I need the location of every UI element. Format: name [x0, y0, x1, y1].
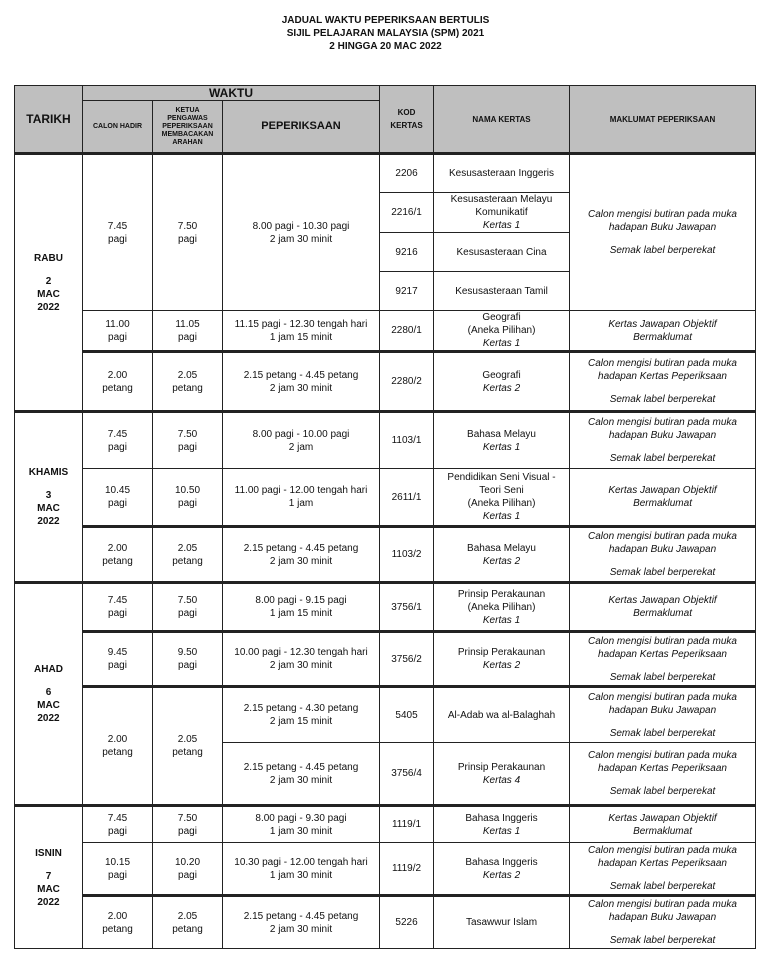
- note-line: Calon mengisi butiran pada muka: [588, 531, 737, 542]
- time-period: petang: [102, 382, 133, 394]
- nama-cell: [434, 843, 570, 896]
- paper-kertas: Kertas 4: [482, 774, 521, 786]
- header-kod-line-2: KERTAS: [390, 121, 423, 130]
- nama-cell: [434, 352, 570, 412]
- note-line: Calon mengisi butiran pada muka: [588, 691, 737, 703]
- note-line: Semak label berperekat: [609, 786, 716, 797]
- note-line: Kertas Jawapan Objektif: [608, 595, 717, 606]
- time-value: 7.50: [177, 220, 198, 232]
- ketua-cell: [153, 154, 223, 311]
- kod-cell: 9216: [380, 233, 434, 272]
- peperiksaan-cell: [223, 687, 380, 743]
- paper-name: Tasawwur Islam: [465, 917, 538, 928]
- ketua-cell: [153, 806, 223, 843]
- title-line-1: JADUAL WAKTU PEPERIKSAAN BERTULIS: [281, 15, 490, 26]
- kod-cell: 2206: [380, 154, 434, 193]
- paper-name: Pendidikan Seni Visual -: [447, 472, 556, 483]
- time-range: 2.15 petang - 4.45 petang: [243, 542, 359, 554]
- peperiksaan-cell: [223, 896, 380, 949]
- note-line: hadapan Kertas Peperiksaan: [598, 763, 727, 774]
- header-tarikh: TARIKH: [15, 86, 83, 154]
- paper-name: Kesusasteraan Cina: [456, 246, 547, 258]
- paper-name: Geografi: [482, 312, 521, 323]
- time-value: 7.45: [107, 595, 128, 606]
- note-line: Semak label berperekat: [609, 935, 716, 946]
- time-range: 8.00 pagi - 10.00 pagi: [252, 428, 350, 440]
- maklumat-cell: [570, 583, 756, 632]
- time-value: 2.00: [107, 542, 128, 554]
- calon-hadir-cell: [83, 469, 153, 527]
- ketua-cell: [153, 527, 223, 583]
- maklumat-cell: [570, 743, 756, 806]
- note-line: Semak label berperekat: [609, 567, 716, 578]
- time-period: pagi: [108, 869, 127, 881]
- time-period: petang: [102, 923, 133, 935]
- paper-kertas: Kertas 1: [482, 511, 521, 522]
- note-line: Semak label berperekat: [609, 245, 716, 256]
- calon-hadir-cell: [83, 527, 153, 583]
- time-range: 8.00 pagi - 10.30 pagi: [252, 220, 350, 232]
- note-line: Bermaklumat: [633, 608, 692, 619]
- calon-hadir-cell: [83, 806, 153, 843]
- note-line: hadapan Kertas Peperiksaan: [598, 371, 727, 382]
- header-ketua-line: PEPERIKSAAN: [162, 122, 213, 130]
- kod-cell: 1119/1: [380, 806, 434, 843]
- header-nama-kertas: NAMA KERTAS: [434, 86, 570, 154]
- paper-name: Kesusasteraan Melayu: [450, 194, 553, 205]
- time-period: petang: [172, 923, 203, 935]
- duration: 2 jam: [288, 441, 314, 453]
- maklumat-cell: [570, 843, 756, 896]
- note-line: Calon mengisi butiran pada muka: [588, 635, 737, 647]
- time-value: 2.05: [177, 369, 198, 381]
- ketua-cell: [153, 843, 223, 896]
- day-year: 2022: [37, 301, 60, 313]
- date-cell-isnin: [15, 806, 83, 949]
- time-period: pagi: [178, 441, 197, 453]
- day-number: 3: [45, 490, 52, 501]
- note-line: Bermaklumat: [633, 331, 692, 343]
- time-range: 2.15 petang - 4.45 petang: [243, 761, 359, 773]
- header-peperiksaan: PEPERIKSAAN: [223, 101, 380, 154]
- paper-name: Al-Adab wa al-Balaghah: [447, 709, 556, 721]
- paper-name: Bahasa Inggeris: [465, 812, 538, 824]
- nama-cell: [434, 311, 570, 352]
- paper-name: Bahasa Inggeris: [465, 856, 538, 868]
- maklumat-cell: [570, 632, 756, 687]
- day-name: KHAMIS: [28, 467, 69, 478]
- header-kod-line-1: KOD: [397, 108, 416, 117]
- time-value: 10.20: [174, 856, 201, 868]
- time-value: 7.45: [107, 428, 128, 440]
- time-value: 2.05: [177, 910, 198, 922]
- maklumat-cell: [570, 527, 756, 583]
- day-name: AHAD: [34, 664, 63, 675]
- peperiksaan-cell: [223, 311, 380, 352]
- peperiksaan-cell: [223, 527, 380, 583]
- time-period: pagi: [178, 608, 197, 619]
- day-name: RABU: [34, 252, 63, 264]
- kod-cell: 3756/4: [380, 743, 434, 806]
- title-line-3: 2 HINGGA 20 MAC 2022: [329, 41, 442, 52]
- ketua-cell: [153, 583, 223, 632]
- time-period: pagi: [108, 660, 127, 671]
- maklumat-cell: [570, 412, 756, 469]
- duration: 2 jam 30 minit: [269, 660, 333, 671]
- date-cell-khamis: [15, 412, 83, 583]
- note-line: Calon mengisi butiran pada muka: [588, 358, 737, 369]
- peperiksaan-cell: [223, 743, 380, 806]
- paper-kertas: Kertas 2: [482, 660, 521, 671]
- day-month: MAC: [37, 288, 60, 300]
- time-range: 2.15 petang - 4.30 petang: [243, 703, 359, 714]
- time-value: 10.50: [174, 485, 201, 496]
- paper-name: Geografi: [482, 369, 521, 381]
- time-period: pagi: [178, 233, 197, 245]
- time-period: pagi: [108, 441, 127, 453]
- kod-cell: 3756/1: [380, 583, 434, 632]
- time-range: 8.00 pagi - 9.30 pagi: [255, 812, 347, 824]
- time-period: pagi: [108, 498, 127, 509]
- paper-kertas: Kertas 1: [482, 825, 521, 837]
- day-number: 7: [45, 870, 52, 882]
- paper-name: Komunikatif: [475, 207, 528, 218]
- date-cell-rabu: [15, 154, 83, 412]
- ketua-cell: [153, 896, 223, 949]
- time-value: 11.00: [105, 318, 130, 330]
- nama-cell: [434, 687, 570, 743]
- note-line: Semak label berperekat: [609, 453, 716, 464]
- calon-hadir-cell: [83, 896, 153, 949]
- peperiksaan-cell: [223, 583, 380, 632]
- nama-cell: [434, 632, 570, 687]
- kod-cell: 1103/1: [380, 412, 434, 469]
- ketua-cell: [153, 352, 223, 412]
- time-period: pagi: [178, 825, 197, 837]
- time-period: pagi: [108, 825, 127, 837]
- nama-cell: [434, 233, 570, 272]
- time-period: pagi: [108, 608, 127, 619]
- kod-cell: 9217: [380, 272, 434, 311]
- date-cell-ahad: [15, 583, 83, 806]
- calon-hadir-cell: [83, 311, 153, 352]
- note-line: Calon mengisi butiran pada muka: [588, 750, 737, 761]
- nama-cell: [434, 583, 570, 632]
- note-line: Bermaklumat: [633, 498, 692, 509]
- note-line: hadapan Buku Jawapan: [608, 222, 717, 233]
- paper-kertas: Kertas 1: [482, 614, 521, 626]
- time-value: 9.50: [177, 647, 198, 658]
- maklumat-cell: [570, 687, 756, 743]
- day-number: 6: [45, 687, 52, 698]
- time-range: 10.30 pagi - 12.00 tengah hari: [234, 856, 368, 868]
- exam-timetable: [14, 85, 756, 949]
- duration: 2 jam 30 minit: [269, 382, 333, 394]
- peperiksaan-cell: [223, 352, 380, 412]
- maklumat-cell: [570, 896, 756, 949]
- header-maklumat: MAKLUMAT PEPERIKSAAN: [570, 86, 756, 154]
- note-line: Calon mengisi butiran pada muka: [588, 899, 737, 910]
- day-month: MAC: [37, 883, 60, 895]
- paper-name: (Aneka Pilihan): [467, 601, 536, 613]
- time-value: 7.50: [177, 595, 198, 606]
- paper-name: Kesusasteraan Inggeris: [448, 168, 555, 179]
- time-value: 2.00: [107, 910, 128, 922]
- kod-cell: 5226: [380, 896, 434, 949]
- time-period: pagi: [178, 869, 197, 881]
- peperiksaan-cell: [223, 843, 380, 896]
- note-line: Calon mengisi butiran pada muka: [588, 845, 737, 856]
- header-waktu: WAKTU: [83, 86, 380, 101]
- time-period: petang: [172, 382, 203, 394]
- calon-hadir-cell: [83, 632, 153, 687]
- nama-cell: [434, 272, 570, 311]
- ketua-cell: [153, 469, 223, 527]
- duration: 2 jam 30 minit: [269, 233, 333, 245]
- duration: 1 jam 15 minit: [269, 608, 333, 619]
- note-line: Semak label berperekat: [609, 394, 716, 405]
- calon-hadir-cell: [83, 583, 153, 632]
- kod-cell: 1119/2: [380, 843, 434, 896]
- time-period: pagi: [108, 233, 127, 245]
- note-line: hadapan Buku Jawapan: [608, 430, 717, 441]
- ketua-cell: [153, 687, 223, 806]
- kod-cell: 2280/2: [380, 352, 434, 412]
- duration: 1 jam 30 minit: [269, 825, 333, 837]
- note-line: Bermaklumat: [633, 825, 692, 837]
- kod-cell: 3756/2: [380, 632, 434, 687]
- duration: 2 jam 30 minit: [269, 555, 333, 567]
- kod-cell: 2280/1: [380, 311, 434, 352]
- time-value: 2.00: [107, 734, 128, 745]
- duration: 1 jam 15 minit: [269, 331, 333, 343]
- note-line: Kertas Jawapan Objektif: [608, 318, 717, 330]
- paper-name: Teori Seni: [479, 485, 524, 496]
- time-range: 2.15 petang - 4.45 petang: [243, 910, 359, 922]
- peperiksaan-cell: [223, 632, 380, 687]
- time-value: 2.05: [177, 542, 198, 554]
- calon-hadir-cell: [83, 412, 153, 469]
- time-value: 7.45: [107, 812, 128, 824]
- time-period: petang: [172, 747, 203, 758]
- time-period: pagi: [178, 660, 197, 671]
- time-range: 11.15 pagi - 12.30 tengah hari: [234, 318, 368, 330]
- time-period: petang: [102, 555, 133, 567]
- time-value: 10.45: [104, 485, 131, 496]
- duration: 2 jam 15 minit: [269, 716, 333, 727]
- day-year: 2022: [37, 713, 60, 724]
- time-value: 7.45: [107, 220, 128, 232]
- paper-kertas: Kertas 2: [482, 382, 521, 394]
- nama-cell: [434, 193, 570, 233]
- paper-kertas: Kertas 2: [482, 555, 521, 567]
- header-kod-kertas: [380, 86, 434, 154]
- note-line: hadapan Kertas Peperiksaan: [598, 858, 727, 869]
- time-value: 2.00: [107, 369, 128, 381]
- duration: 2 jam 30 minit: [269, 774, 333, 786]
- maklumat-cell: [570, 806, 756, 843]
- note-line: Kertas Jawapan Objektif: [608, 485, 717, 496]
- paper-name: Prinsip Perakaunan: [457, 761, 546, 773]
- time-period: petang: [172, 555, 203, 567]
- maklumat-cell: [570, 352, 756, 412]
- nama-cell: [434, 527, 570, 583]
- calon-hadir-cell: [83, 154, 153, 311]
- paper-name: Prinsip Perakaunan: [457, 647, 546, 658]
- paper-name: Bahasa Melayu: [467, 428, 536, 440]
- paper-name: Prinsip Perakaunan: [457, 588, 546, 600]
- duration: 1 jam 30 minit: [269, 869, 333, 881]
- duration: 2 jam 30 minit: [269, 923, 333, 935]
- peperiksaan-cell: [223, 469, 380, 527]
- note-line: Kertas Jawapan Objektif: [608, 812, 717, 824]
- kod-cell: 1103/2: [380, 527, 434, 583]
- nama-cell: [434, 412, 570, 469]
- nama-cell: [434, 469, 570, 527]
- header-ketua-line: PENGAWAS: [167, 114, 208, 122]
- maklumat-cell: [570, 311, 756, 352]
- paper-name: Kesusasteraan Tamil: [455, 285, 548, 297]
- note-line: Calon mengisi butiran pada muka: [588, 209, 737, 220]
- time-value: 11.05: [175, 318, 200, 330]
- time-range: 8.00 pagi - 9.15 pagi: [255, 595, 347, 606]
- peperiksaan-cell: [223, 154, 380, 311]
- nama-cell: [434, 154, 570, 193]
- time-value: 2.05: [177, 734, 198, 745]
- time-range: 11.00 pagi - 12.00 tengah hari: [234, 485, 368, 496]
- paper-name: (Aneka Pilihan): [467, 325, 536, 336]
- ketua-cell: [153, 632, 223, 687]
- ketua-cell: [153, 311, 223, 352]
- maklumat-cell: [570, 469, 756, 527]
- header-ketua-line: MEMBACAKAN: [161, 130, 214, 138]
- day-year: 2022: [37, 516, 60, 527]
- kod-cell: 5405: [380, 687, 434, 743]
- paper-kertas: Kertas 1: [482, 441, 521, 453]
- note-line: hadapan Buku Jawapan: [608, 544, 717, 555]
- day-number: 2: [45, 275, 52, 287]
- time-value: 7.50: [177, 812, 198, 824]
- calon-hadir-cell: [83, 687, 153, 806]
- time-period: pagi: [178, 331, 197, 343]
- note-line: Semak label berperekat: [609, 727, 716, 739]
- paper-kertas: Kertas 1: [482, 338, 521, 349]
- note-line: hadapan Kertas Peperiksaan: [598, 648, 727, 660]
- nama-cell: [434, 896, 570, 949]
- peperiksaan-cell: [223, 412, 380, 469]
- note-line: Semak label berperekat: [609, 881, 716, 892]
- title-line-2: SIJIL PELAJARAN MALAYSIA (SPM) 2021: [286, 28, 485, 39]
- note-line: hadapan Buku Jawapan: [608, 912, 717, 923]
- time-period: petang: [102, 747, 133, 758]
- header-ketua-line: KETUA: [175, 106, 200, 114]
- day-year: 2022: [37, 896, 60, 908]
- nama-cell: [434, 743, 570, 806]
- time-value: 7.50: [177, 428, 198, 440]
- calon-hadir-cell: [83, 843, 153, 896]
- time-value: 9.45: [107, 647, 128, 658]
- note-line: Calon mengisi butiran pada muka: [588, 417, 737, 428]
- paper-kertas: Kertas 2: [482, 869, 521, 881]
- day-month: MAC: [37, 700, 60, 711]
- paper-name: (Aneka Pilihan): [467, 498, 536, 509]
- note-line: Semak label berperekat: [609, 671, 716, 683]
- document-title: [0, 14, 771, 53]
- time-period: pagi: [178, 498, 197, 509]
- time-range: 2.15 petang - 4.45 petang: [243, 369, 359, 381]
- header-ketua-pengawas: [153, 101, 223, 154]
- calon-hadir-cell: [83, 352, 153, 412]
- kod-cell: 2216/1: [380, 193, 434, 233]
- time-range: 10.00 pagi - 12.30 tengah hari: [234, 647, 368, 658]
- kod-cell: 2611/1: [380, 469, 434, 527]
- peperiksaan-cell: [223, 806, 380, 843]
- duration: 1 jam: [288, 498, 314, 509]
- day-name: ISNIN: [35, 847, 62, 859]
- note-line: hadapan Buku Jawapan: [608, 704, 717, 716]
- paper-kertas: Kertas 1: [482, 220, 521, 231]
- maklumat-cell: [570, 154, 756, 311]
- ketua-cell: [153, 412, 223, 469]
- header-calon-hadir: CALON HADIR: [83, 101, 153, 154]
- time-period: pagi: [108, 331, 127, 343]
- header-ketua-line: ARAHAN: [172, 138, 203, 146]
- nama-cell: [434, 806, 570, 843]
- day-month: MAC: [37, 503, 60, 514]
- time-value: 10.15: [104, 856, 131, 868]
- paper-name: Bahasa Melayu: [467, 542, 536, 554]
